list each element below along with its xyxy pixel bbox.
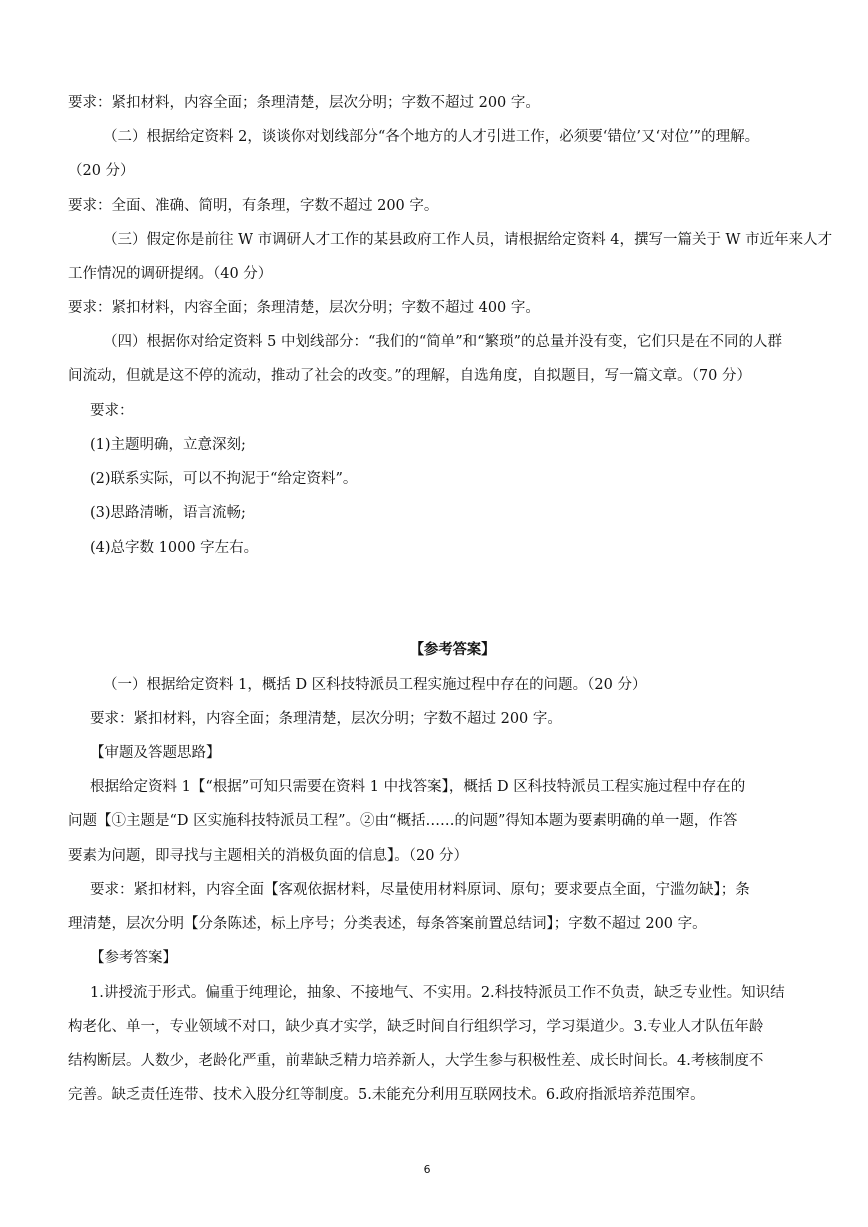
text-line: 构老化、单一，专业领域不对口，缺少真才实学，缺乏时间自行组织学习，学习渠道少。3.专业人才队伍年龄 [68, 1019, 764, 1035]
text-line: 要素为问题，即寻找与主题相关的消极负面的信息】。（20 分） [68, 848, 469, 864]
text-line: 理清楚，层次分明【分条陈述，标上序号；分类表述，每条答案前置总结词】；字数不超过 200 字。 [68, 916, 707, 932]
text-line: （二）根据给定资料 2，谈谈你对划线部分“各个地方的人才引进工作，必须要‘错位’又‘对位’”的理解。 [103, 129, 760, 145]
text-line: （四）根据你对给定资料 5 中划线部分：“我们的“简单”和“繁琐”的总量并没有变，它们只是在不同的人群 [103, 334, 783, 350]
text-line: （20 分） [68, 163, 135, 179]
text-line: （三）假定你是前往 W 市调研人才工作的某县政府工作人员，请根据给定资料 4，撰写一篇关于 W 市近年来人才 [103, 232, 833, 248]
text-line: (3)思路清晰，语言流畅; [90, 505, 246, 521]
text-line: 要求：全面、准确、简明，有条理，字数不超过 200 字。 [68, 198, 439, 214]
text-line: 间流动，但就是这不停的流动，推动了社会的改变。”的理解，自选角度，自拟题目，写一篇文章。（70 分） [68, 368, 751, 384]
text-line: 【审题及答题思路】 [90, 745, 221, 761]
text-line: (1)主题明确，立意深刻; [90, 437, 246, 453]
section-heading-text: 【参考答案】 [409, 641, 496, 658]
section-heading [0, 640, 854, 660]
text-line: (2)联系实际，可以不拘泥于“给定资料”。 [90, 471, 358, 487]
text-line: 要求：紧扣材料，内容全面【客观依据材料，尽量使用材料原词、原句；要求要点全面，宁滥勿缺】；条 [90, 882, 750, 898]
text-line: 1.讲授流于形式。偏重于纯理论，抽象、不接地气、不实用。2.科技特派员工作不负责，缺乏专业性。知识结 [90, 985, 785, 1001]
text-line: 【参考答案】 [90, 950, 177, 966]
text-line: 根据给定资料 1【“根据”可知只需要在资料 1 中找答案】，概括 D 区科技特派员工程实施过程中存在的 [90, 779, 746, 795]
text-line: （一）根据给定资料 1，概括 D 区科技特派员工程实施过程中存在的问题。（20 分） [103, 677, 647, 693]
text-line: 要求：紧扣材料，内容全面；条理清楚，层次分明；字数不超过 200 字。 [90, 711, 562, 727]
page-number: 6 [423, 1163, 431, 1176]
text-line: 完善。缺乏责任连带、技术入股分红等制度。5.未能充分利用互联网技术。6.政府指派培养范围窄。 [68, 1087, 705, 1103]
text-line: 工作情况的调研提纲。（40 分） [68, 266, 273, 282]
text-line: 要求：紧扣材料，内容全面；条理清楚，层次分明；字数不超过 200 字。 [68, 95, 540, 111]
text-line: 问题【①主题是“D 区实施科技特派员工程”。②由“概括……的问题”得知本题为要素明确的单一题，作答 [68, 813, 738, 829]
text-line: (4)总字数 1000 字左右。 [90, 540, 259, 556]
text-line: 要求： [90, 403, 134, 419]
text-line: 要求：紧扣材料，内容全面；条理清楚，层次分明；字数不超过 400 字。 [68, 300, 540, 316]
text-line: 结构断层。人数少，老龄化严重，前辈缺乏精力培养新人，大学生参与积极性差、成长时间长。4.考核制度不 [68, 1053, 764, 1069]
